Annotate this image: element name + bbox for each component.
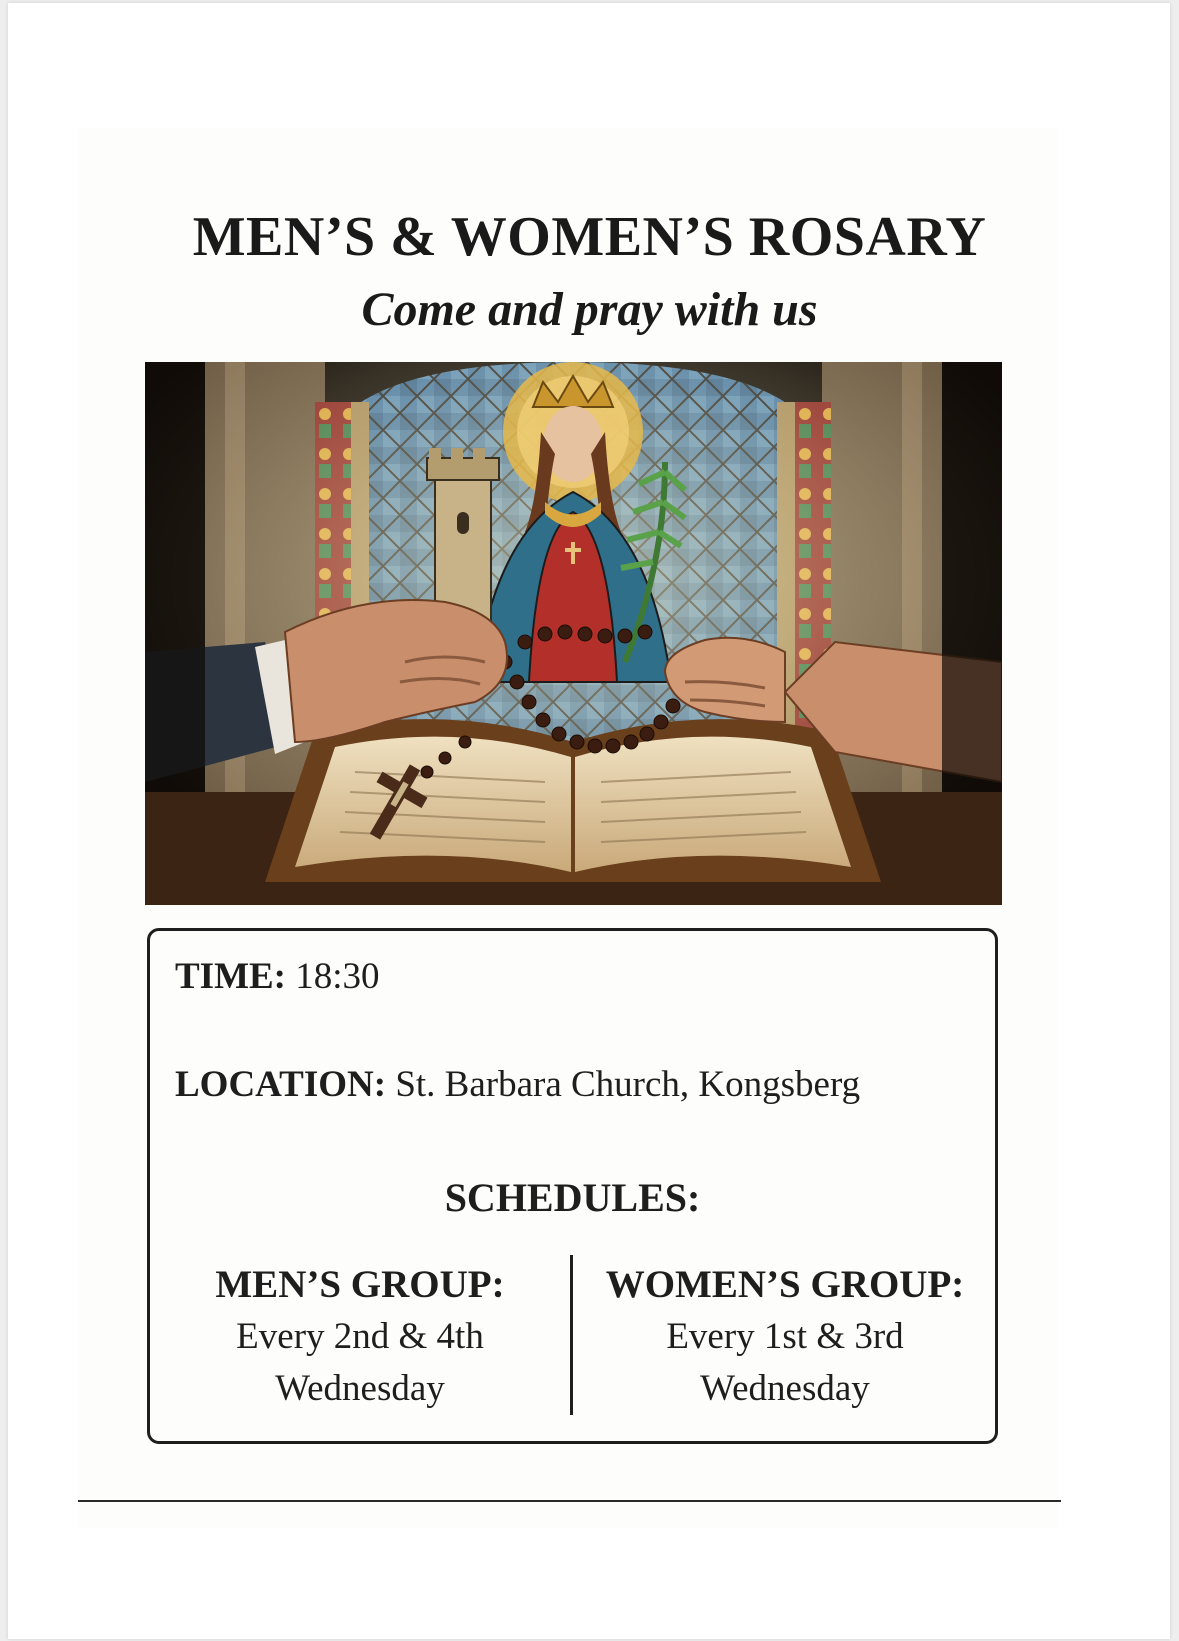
- schedule-divider: [570, 1255, 573, 1415]
- time-row: [175, 955, 380, 998]
- time-label: TIME:: [175, 956, 286, 997]
- hero-illustration: [145, 362, 1002, 905]
- womens-group-days: Every 1st & 3rd: [666, 1316, 904, 1357]
- time-value: 18:30: [295, 956, 380, 997]
- location-row: [175, 1063, 860, 1106]
- stained-glass-rosary-illustration-icon: [145, 362, 1002, 905]
- womens-group-weekday: Wednesday: [700, 1368, 870, 1409]
- mens-group-days: Every 2nd & 4th: [236, 1316, 484, 1357]
- flyer-subtitle: Come and pray with us: [361, 283, 818, 336]
- mens-group-weekday: Wednesday: [275, 1368, 445, 1409]
- mens-group-heading: MEN’S GROUP:: [215, 1263, 505, 1306]
- location-label: LOCATION:: [175, 1064, 387, 1105]
- mens-group-schedule: [185, 1259, 535, 1415]
- bottom-divider-line: [78, 1500, 1061, 1502]
- location-value: St. Barbara Church, Kongsberg: [395, 1064, 861, 1105]
- flyer-title: MEN’S & WOMEN’S ROSARY: [192, 206, 987, 268]
- womens-group-schedule: [590, 1259, 980, 1415]
- womens-group-heading: WOMEN’S GROUP:: [605, 1263, 965, 1306]
- schedules-heading: SCHEDULES:: [444, 1175, 701, 1220]
